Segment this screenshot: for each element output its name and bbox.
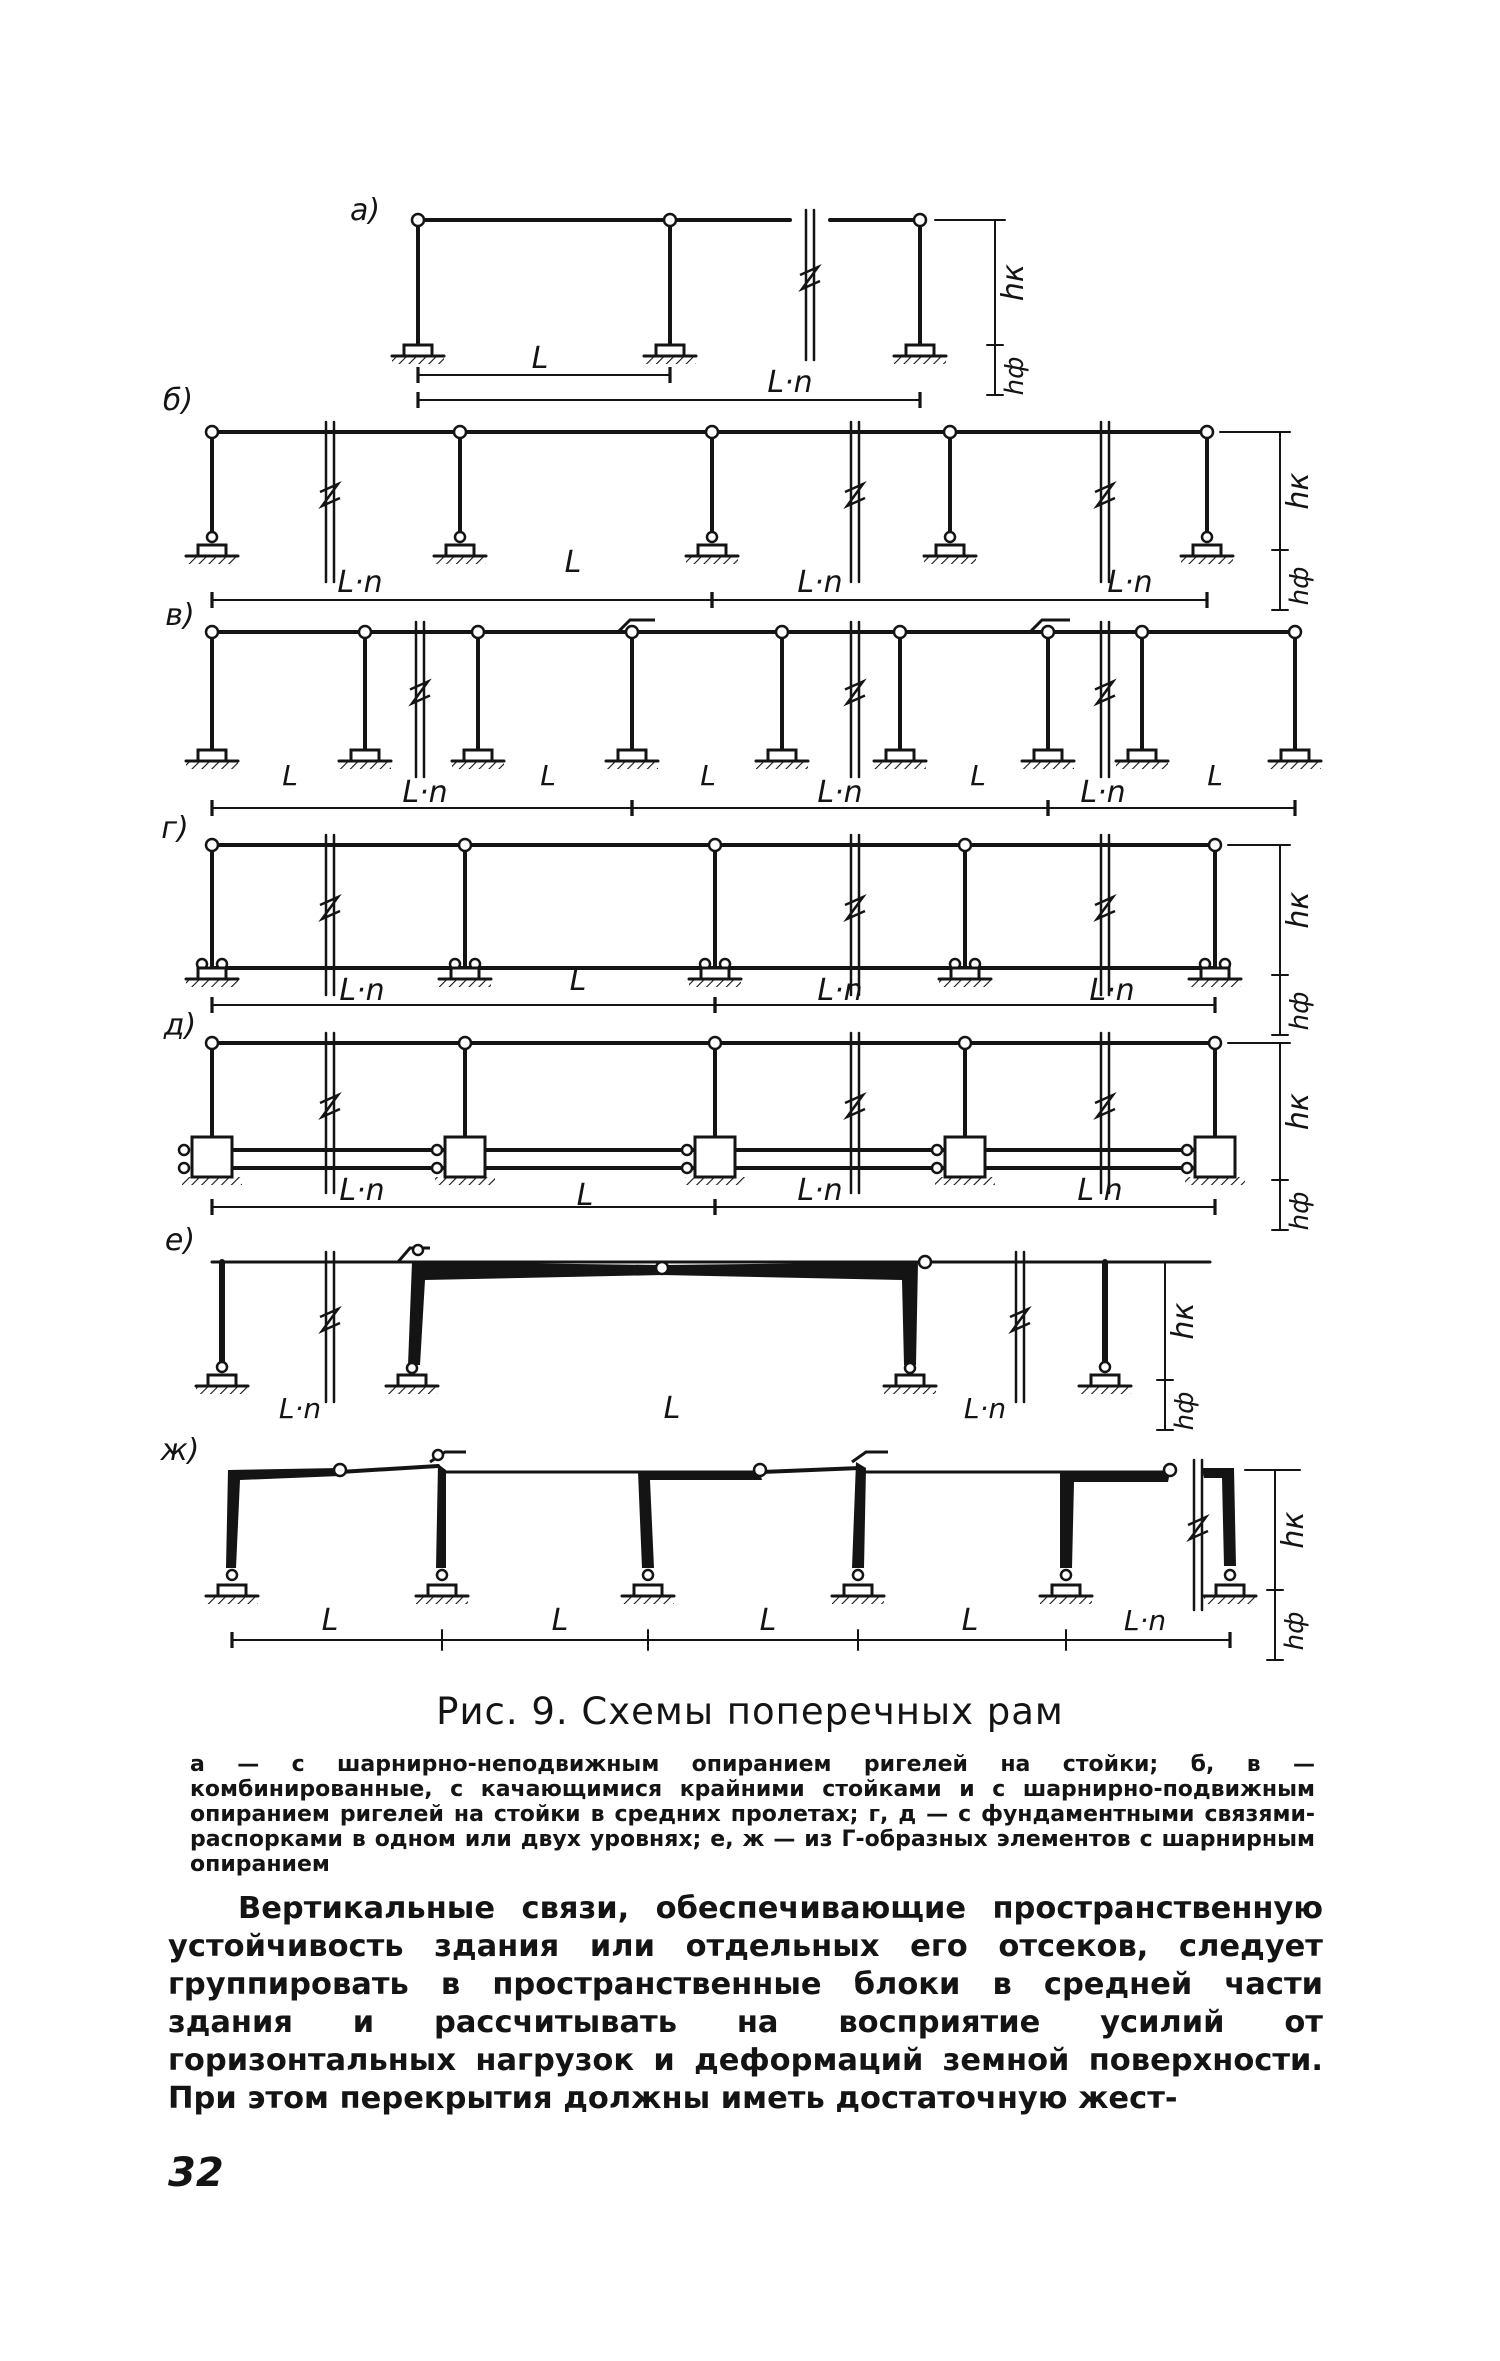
beam bbox=[762, 1468, 860, 1472]
support-block bbox=[198, 968, 226, 979]
dimension-label: L bbox=[569, 963, 587, 998]
break-zigzag bbox=[320, 1309, 340, 1331]
break-zigzag bbox=[410, 682, 430, 704]
hk-label: hк bbox=[1281, 891, 1316, 929]
hinge-joint bbox=[664, 214, 676, 226]
hinge-joint bbox=[407, 1363, 417, 1373]
hinge-joint bbox=[707, 532, 717, 542]
hinge-joint bbox=[206, 839, 218, 851]
panel-label-a: а) bbox=[349, 193, 381, 228]
dimension-label: L bbox=[961, 1603, 979, 1638]
dimension-label: L bbox=[321, 1603, 339, 1638]
hinge-joint bbox=[206, 1037, 218, 1049]
hinge-joint bbox=[932, 1145, 942, 1155]
break-zigzag bbox=[1010, 1309, 1030, 1331]
dimension-label: L bbox=[1207, 759, 1223, 792]
support-block bbox=[351, 750, 379, 761]
dimension-label: L·n bbox=[402, 775, 448, 810]
L-element bbox=[1060, 1472, 1170, 1568]
hinge-joint bbox=[179, 1145, 189, 1155]
hinge-joint bbox=[945, 532, 955, 542]
L-element bbox=[436, 1464, 446, 1568]
support-block bbox=[464, 750, 492, 761]
dimension-label: L·n bbox=[767, 365, 813, 400]
hinge-joint bbox=[656, 1262, 668, 1274]
panel-label-e: е) bbox=[164, 1223, 196, 1258]
support-block bbox=[618, 750, 646, 761]
support-block bbox=[218, 1585, 246, 1596]
break-zigzag bbox=[320, 484, 340, 506]
hinge-joint bbox=[626, 626, 638, 638]
break-zigzag bbox=[845, 682, 865, 704]
hf-label: hф bbox=[1285, 1191, 1315, 1231]
dimension-label: L bbox=[970, 759, 986, 792]
dimension-label: L bbox=[700, 759, 716, 792]
hinge-joint bbox=[894, 626, 906, 638]
dimension-label: L bbox=[531, 341, 549, 376]
hinge-joint bbox=[359, 626, 371, 638]
hf-label: hф bbox=[1170, 1391, 1200, 1431]
dimension-label: L bbox=[564, 545, 582, 580]
ground-hatch bbox=[685, 1177, 745, 1185]
hf-label: hф bbox=[1285, 991, 1315, 1031]
hinge-joint bbox=[919, 1256, 931, 1268]
hinge-joint bbox=[905, 1363, 915, 1373]
hinge-joint bbox=[1225, 1570, 1235, 1580]
hinge-joint bbox=[455, 532, 465, 542]
dimension-label: L n bbox=[1077, 1173, 1123, 1208]
hk-label: hк bbox=[1276, 1511, 1311, 1549]
hinge-joint bbox=[334, 1464, 346, 1476]
support-block bbox=[896, 1375, 924, 1386]
panel-label-g: г) bbox=[161, 811, 189, 846]
hinge-joint bbox=[227, 1570, 237, 1580]
hinge-joint bbox=[1209, 839, 1221, 851]
support-block bbox=[208, 1375, 236, 1386]
hinge-joint bbox=[1289, 626, 1301, 638]
support-block bbox=[1281, 750, 1309, 761]
support-block bbox=[1201, 968, 1229, 979]
dimension-label: L·n bbox=[797, 1173, 843, 1208]
dimension-label: L·n bbox=[339, 1173, 385, 1208]
hf-label: hф bbox=[1000, 356, 1030, 396]
break-zigzag bbox=[800, 267, 820, 289]
hinge-joint bbox=[1061, 1570, 1071, 1580]
ground-hatch bbox=[435, 1177, 495, 1185]
ground-hatch bbox=[1185, 1177, 1245, 1185]
support-block bbox=[446, 545, 474, 556]
body-paragraph: Вертикальные связи, обеспечивающие пространственную устойчивость здания или отдельных его отсеков, следует группировать в пространственные блоки в средней части здания и рассчитывать на восприятие усилий от горизонтальных нагрузок и деформаций земной поверхности. При этом перекрытия должны иметь достаточную жест- bbox=[168, 1891, 1323, 2116]
hinge-joint bbox=[959, 839, 971, 851]
support-block bbox=[1052, 1585, 1080, 1596]
support-block bbox=[404, 345, 432, 356]
dimension-label: L·n bbox=[797, 565, 843, 600]
hinge-joint bbox=[959, 1037, 971, 1049]
break-zigzag bbox=[1188, 1517, 1208, 1539]
support-block bbox=[936, 545, 964, 556]
support-block bbox=[1193, 545, 1221, 556]
hinge-joint bbox=[454, 426, 466, 438]
hinge-joint bbox=[706, 426, 718, 438]
dimension-label: L bbox=[576, 1178, 594, 1213]
hinge-joint bbox=[709, 1037, 721, 1049]
figure-caption: Рис. 9. Схемы поперечных рам bbox=[436, 1690, 1064, 1733]
support-block bbox=[768, 750, 796, 761]
L-element bbox=[226, 1468, 340, 1568]
dimension-label: L bbox=[663, 1391, 681, 1426]
panel-label-zh: ж) bbox=[160, 1433, 200, 1468]
sliding-joint bbox=[852, 1452, 888, 1462]
support-block bbox=[428, 1585, 456, 1596]
dimension-label: L·n bbox=[817, 973, 863, 1008]
foundation-block bbox=[445, 1137, 485, 1177]
hk-label: hк bbox=[996, 263, 1031, 302]
support-block bbox=[198, 545, 226, 556]
panel-a bbox=[350, 193, 1031, 400]
support-block bbox=[701, 968, 729, 979]
hinge-joint bbox=[206, 426, 218, 438]
panel-e bbox=[165, 1223, 1210, 1430]
hk-label: hк bbox=[1281, 472, 1316, 510]
dimension-label: L·n bbox=[1089, 973, 1135, 1008]
support-block bbox=[844, 1585, 872, 1596]
panel-v bbox=[165, 598, 1321, 810]
ground-hatch bbox=[182, 1177, 242, 1185]
hinge-joint bbox=[754, 1464, 766, 1476]
hk-label: hк bbox=[1166, 1302, 1201, 1340]
hinge-joint bbox=[217, 1362, 227, 1372]
panel-g bbox=[161, 811, 1316, 1035]
dimension-label: L·n bbox=[963, 1392, 1007, 1425]
dimension-label: L·n bbox=[278, 1392, 322, 1425]
dimension-label: L bbox=[282, 759, 298, 792]
dimension-label: L·n bbox=[1080, 775, 1126, 810]
hk-label: hк bbox=[1281, 1092, 1316, 1131]
hinge-joint bbox=[682, 1145, 692, 1155]
support-block bbox=[1034, 750, 1062, 761]
figure-legend: а — с шарнирно-неподвижным опиранием ригелей на стойки; б, в — комбинированные, с качающимися крайними стойками и с шарнирно-подвижным опиранием ригелей на стойки в средних пролетах; г, д — с фундаментными связями-распорками в одном или двух уровнях; е, ж — из Г-образных элементов с шарнирным опиранием bbox=[190, 1752, 1315, 1877]
dimension-label: L bbox=[540, 759, 556, 792]
hinge-joint bbox=[1209, 1037, 1221, 1049]
hinge-joint bbox=[1042, 626, 1054, 638]
break-zigzag bbox=[1095, 682, 1115, 704]
break-zigzag bbox=[320, 897, 340, 919]
L-element-left bbox=[408, 1262, 662, 1365]
break-zigzag bbox=[845, 484, 865, 506]
support-block bbox=[198, 750, 226, 761]
hinge-joint bbox=[1100, 1362, 1110, 1372]
hinge-joint bbox=[682, 1163, 692, 1173]
beam bbox=[340, 1466, 438, 1472]
panel-label-b: б) bbox=[162, 383, 194, 418]
panel-d bbox=[163, 1008, 1316, 1230]
hinge-joint bbox=[709, 839, 721, 851]
hinge-joint bbox=[776, 626, 788, 638]
page-number: 32 bbox=[168, 2150, 224, 2196]
ground-hatch bbox=[935, 1177, 995, 1185]
dimension-label: L bbox=[551, 1603, 569, 1638]
hinge-joint bbox=[1201, 426, 1213, 438]
hinge-joint bbox=[432, 1145, 442, 1155]
break-zigzag bbox=[320, 1095, 340, 1117]
support-block bbox=[1128, 750, 1156, 761]
support-block bbox=[886, 750, 914, 761]
hinge-joint bbox=[413, 1245, 423, 1255]
support-block bbox=[656, 345, 684, 356]
L-element-right bbox=[662, 1262, 918, 1365]
hinge-joint bbox=[1182, 1145, 1192, 1155]
hinge-joint bbox=[1136, 626, 1148, 638]
hinge-joint bbox=[412, 214, 424, 226]
support-block bbox=[398, 1375, 426, 1386]
L-element bbox=[638, 1472, 762, 1568]
support-block bbox=[698, 545, 726, 556]
dimension-label: L·n bbox=[339, 973, 385, 1008]
break-zigzag bbox=[845, 1095, 865, 1117]
support-block bbox=[1216, 1585, 1244, 1596]
hinge-joint bbox=[1182, 1163, 1192, 1173]
hinge-joint bbox=[1164, 1464, 1176, 1476]
panel-zh bbox=[160, 1433, 1311, 1660]
hinge-joint bbox=[459, 1037, 471, 1049]
dimension-label: L·n bbox=[1123, 1604, 1167, 1637]
hinge-joint bbox=[432, 1163, 442, 1173]
break-zigzag bbox=[1095, 484, 1115, 506]
L-element bbox=[852, 1462, 866, 1568]
foundation-block bbox=[192, 1137, 232, 1177]
hinge-joint bbox=[206, 626, 218, 638]
support-block bbox=[634, 1585, 662, 1596]
dimension-label: L·n bbox=[817, 775, 863, 810]
foundation-block bbox=[695, 1137, 735, 1177]
dimension-label: L·n bbox=[337, 565, 383, 600]
hf-label: hф bbox=[1285, 566, 1315, 606]
support-block bbox=[451, 968, 479, 979]
hinge-joint bbox=[179, 1163, 189, 1173]
hinge-joint bbox=[932, 1163, 942, 1173]
hf-label: hф bbox=[1280, 1611, 1310, 1651]
support-block bbox=[906, 345, 934, 356]
dimension-label: L bbox=[759, 1603, 777, 1638]
hinge-joint bbox=[1202, 532, 1212, 542]
panel-b bbox=[163, 383, 1316, 610]
support-block bbox=[1091, 1375, 1119, 1386]
panel-label-v: в) bbox=[165, 598, 195, 633]
hinge-joint bbox=[914, 214, 926, 226]
break-zigzag bbox=[1095, 897, 1115, 919]
hinge-joint bbox=[472, 626, 484, 638]
hinge-joint bbox=[853, 1570, 863, 1580]
hinge-joint bbox=[643, 1570, 653, 1580]
dimension-label: L·n bbox=[1107, 565, 1153, 600]
hinge-joint bbox=[459, 839, 471, 851]
break-zigzag bbox=[845, 897, 865, 919]
break-zigzag bbox=[1095, 1095, 1115, 1117]
support-block bbox=[951, 968, 979, 979]
foundation-block bbox=[945, 1137, 985, 1177]
panel-label-d: д) bbox=[163, 1008, 197, 1043]
hinge-joint bbox=[944, 426, 956, 438]
foundation-block bbox=[1195, 1137, 1235, 1177]
hinge-joint bbox=[437, 1570, 447, 1580]
hinge-joint bbox=[207, 532, 217, 542]
hinge-joint bbox=[433, 1450, 443, 1460]
